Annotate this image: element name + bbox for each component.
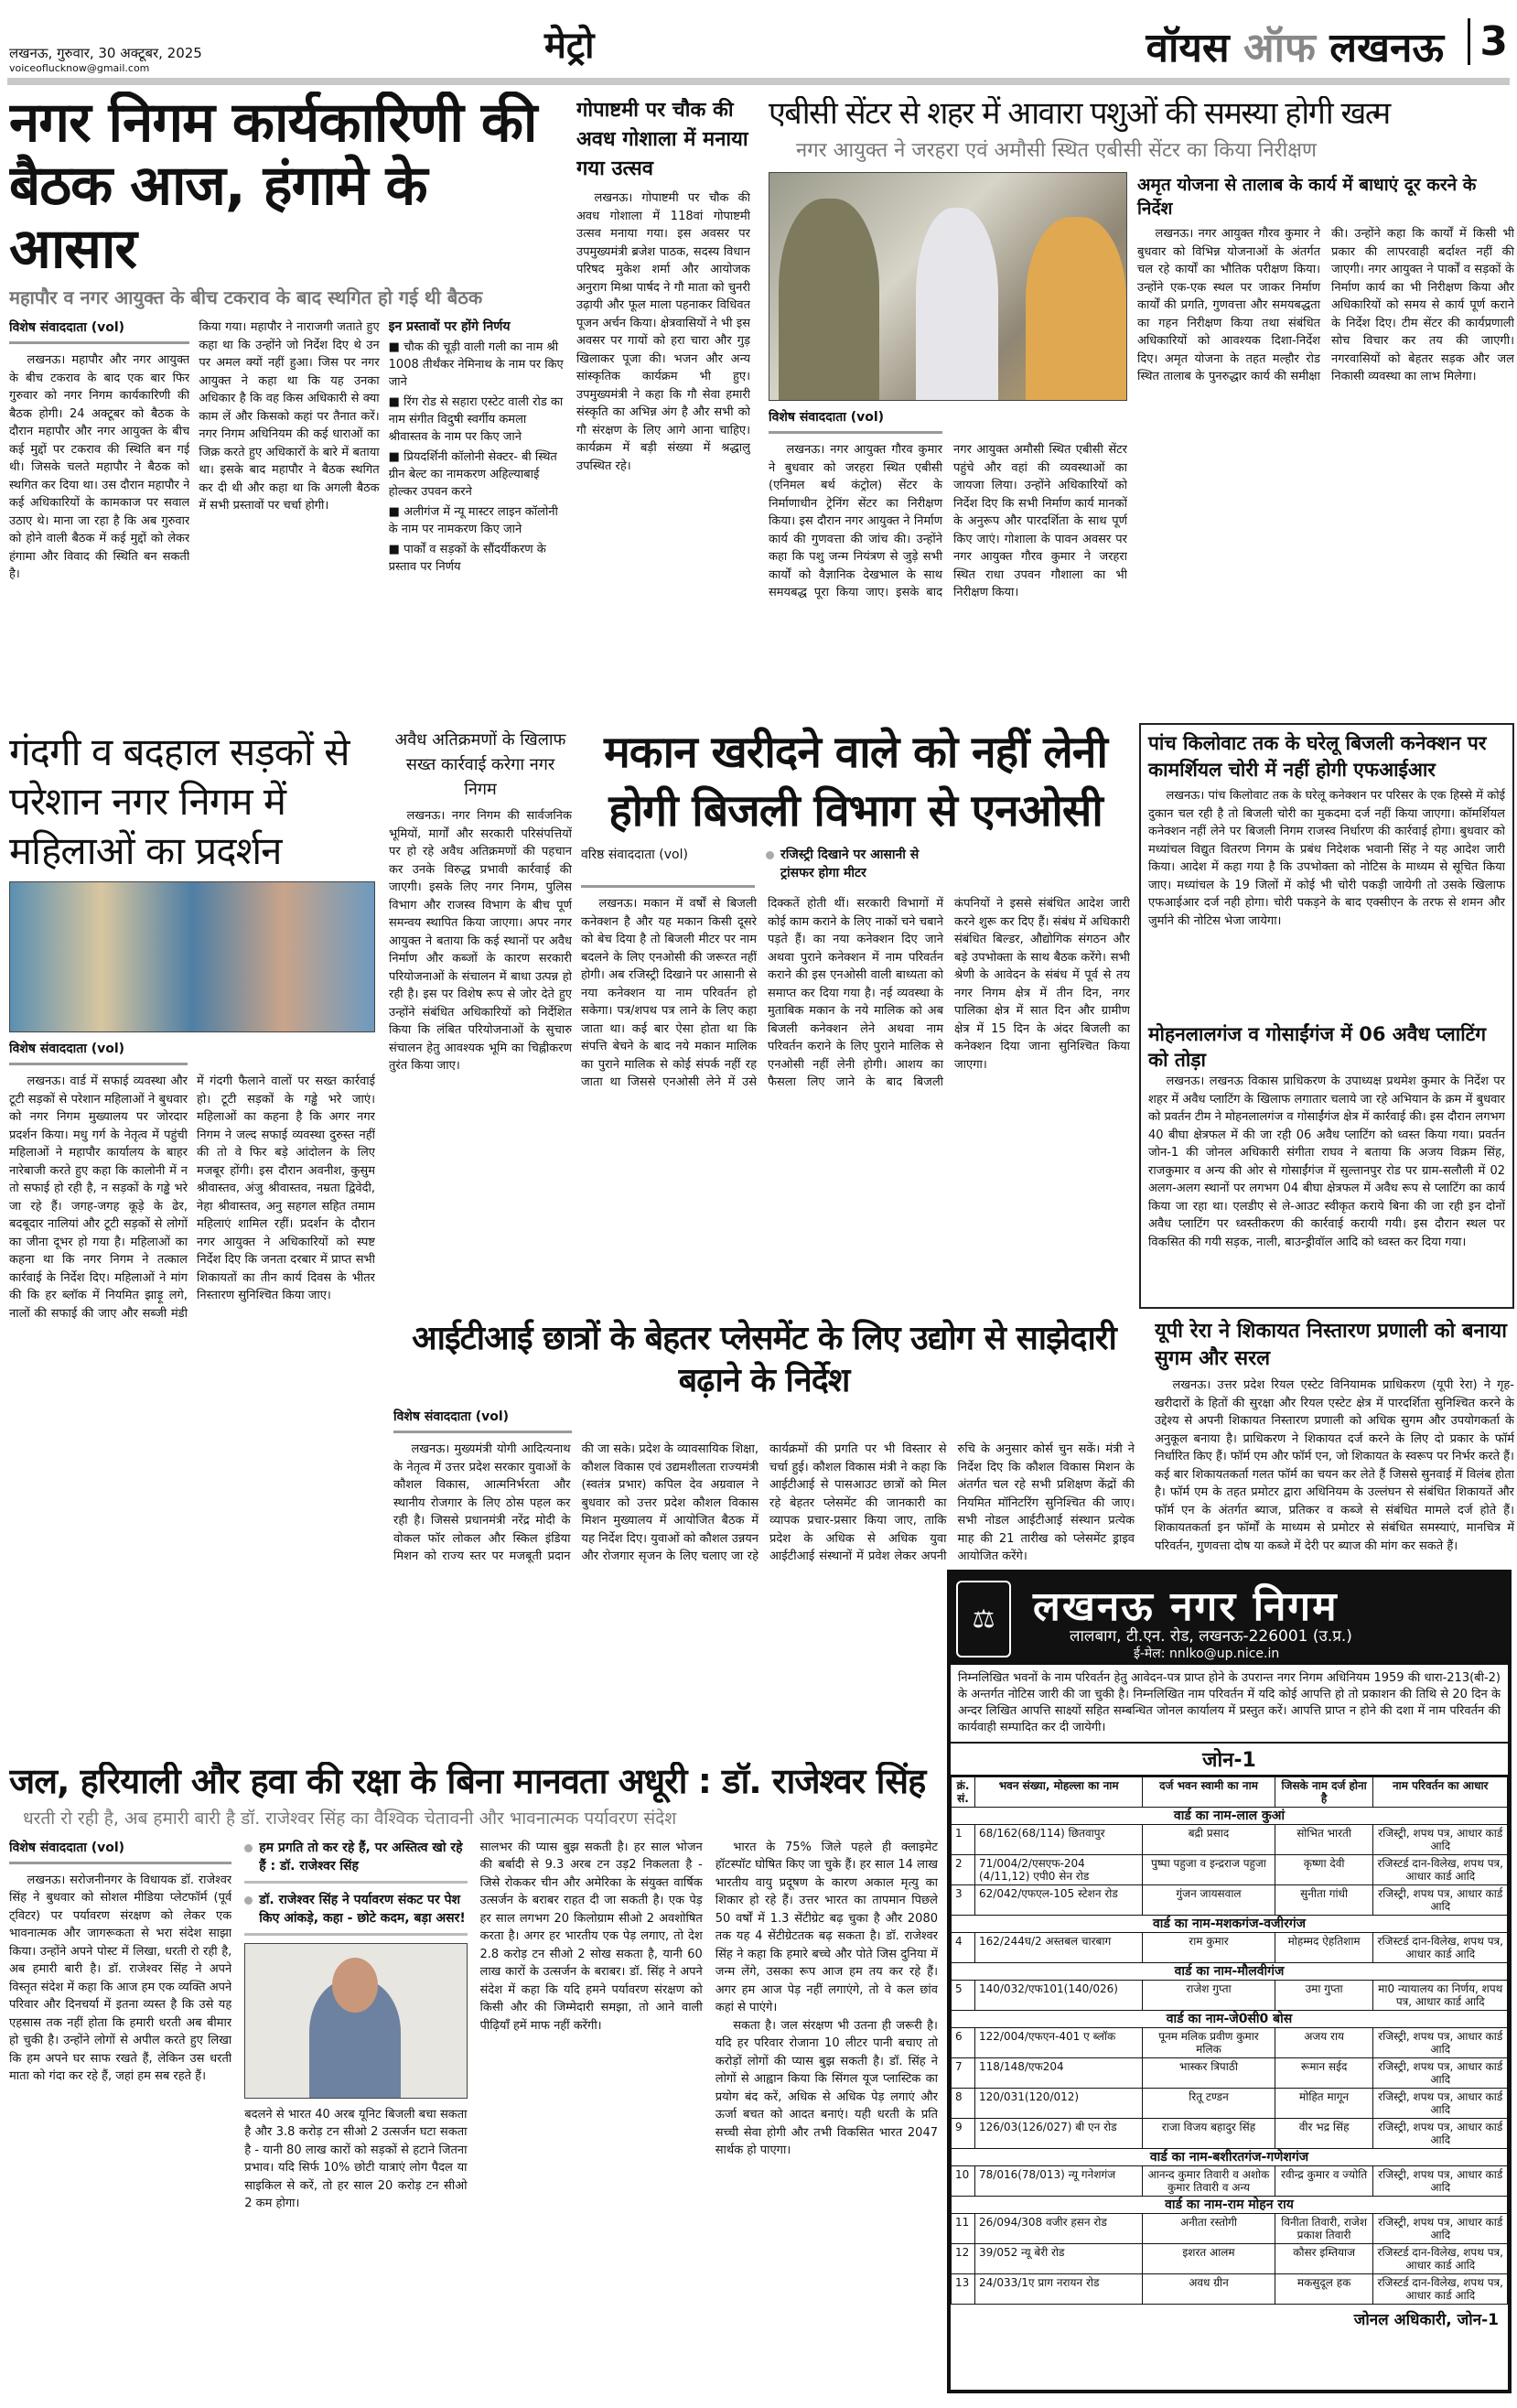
column-header: भवन संख्या, मोहल्ला का नाम xyxy=(975,1777,1143,1808)
article-body xyxy=(1148,1073,1505,1301)
table-cell: 24/033/1ए प्राग नरायन रोड xyxy=(975,2274,1143,2305)
masthead-word: वॉयस xyxy=(1146,25,1230,71)
table-row xyxy=(952,2089,1508,2119)
table-cell: पुष्पा पहुजा व इन्द्रराज पहुजा xyxy=(1143,1855,1275,1885)
table-cell: वीर भद्र सिंह xyxy=(1275,2119,1373,2149)
proposal-item: ■ पार्कों व सड़कों के सौंदर्यीकरण के प्रस्ताव पर निर्णय xyxy=(388,543,546,574)
table-cell: 71/004/2/एसएफ-204 (4/11,12) एपी0 सेन रोड xyxy=(975,1855,1143,1885)
table-cell: इशरत आलम xyxy=(1143,2244,1275,2274)
masthead-word: लखनऊ xyxy=(1329,25,1444,71)
subhead-abc-center: नगर आयुक्त ने जरहरा एवं अमौसी स्थित एबीसी सेंटर का किया निरीक्षण xyxy=(796,139,1317,163)
table-cell: 126/03(126/027) बी एन रोड xyxy=(975,2119,1143,2149)
table-cell: 122/004/एफएन-401 ए ब्लॉक xyxy=(975,2028,1143,2058)
table-cell: मकसुदूल हक xyxy=(1275,2274,1373,2305)
table-cell: 10 xyxy=(952,2166,975,2197)
table-cell: सुनीता गांधी xyxy=(1275,1885,1373,1916)
paragraph: लखनऊ। पांच किलोवाट तक के घरेलू कनेक्शन पर परिसर के एक हिस्से में कोई दुकान चल रही है तो बिजली चोरी का मुकदमा दर्ज नहीं किया जाएगा। कॉमर्शियल कनेक्शन नहीं लेने पर बिजली निगम राजस्व निर्धारण की कार्रवाई होगा। बुधवार को मध्यांचल विद्युत वितरण निगम के प्रबंध निदेशक भवानी सिंह ने यह आदेश जारी किया। आदेश में कहा गया है कि उपभोक्ता को नोटिस के माध्यम से सूचित किया जाए। मध्यांचल के 19 जिलों में कोई भी चोरी पकड़ी जायेगी तो उसके खिलाफ एफआईआर दर्ज नही होगा। चोरी पकड़ने के बाद एक्सीएन के तरफ से शमन और जुर्माने की नोटिस भेजा जायेगा। xyxy=(1148,789,1505,928)
notice-title: लखनऊ नगर निगम xyxy=(1033,1583,1339,1630)
ward-row xyxy=(952,1808,1508,1825)
table-cell: उमा गुप्ता xyxy=(1275,1981,1373,2011)
table-cell: 39/052 न्यू बेरी रोड xyxy=(975,2244,1143,2274)
article-body xyxy=(199,319,379,714)
table-cell: 5 xyxy=(952,1981,975,2011)
proposals-title: इन प्रस्तावों पर होंगे निर्णय xyxy=(388,319,511,334)
notice-signature: जोनल अधिकारी, जोन-1 xyxy=(1353,2311,1499,2329)
table-cell: मोहम्मद ऐहतिशाम xyxy=(1275,1933,1373,1963)
table-row xyxy=(952,1885,1508,1916)
headline-abc-center: एबीसी सेंटर से शहर में आवारा पशुओं की समस्या होगी खत्म xyxy=(769,96,1390,132)
contact-email: voiceoflucknow@gmail.com xyxy=(9,62,150,74)
paragraph: लखनऊ। महापौर और नगर आयुक्त के बीच टकराव के बाद एक बार फिर गुरुवार को नगर निगम कार्यकारिणी की बैठक होगी। 24 अक्टूबर को बैठक के दौरान महापौर और नगर आयुक्त के बीच कई मुद्दों पर टकराव की स्थिति बन गई थी। जिसके चलते महापौर ने बैठक को स्थगित कर दिया था। उस दौरान महापौर ने कई अधिकारियों के कामकाज पर सवाल उठाए थे। माना जा रहा है कि अब गुरुवार को होने वाली बैठक में कई मुद्दों को लेकर हंगामा और विवाद की स्थिति बन सकती है। xyxy=(9,353,190,581)
paragraph: लखनऊ। लखनऊ विकास प्राधिकरण के उपाध्यक्ष प्रथमेश कुमार के निर्देश पर शहर में अवैध प्लाटिंग के खिलाफ लगातार चलाये जा रहे अभियान के क्रम में बुधवार को प्रवर्तन टीम ने मोहनलालगंज व गोसाईंगंज क्षेत्र में कार्रवाई की। इस दौरान लगभग 40 बीघा क्षेत्रफल में की जा रही 06 अवैध प्लाटिंग को ध्वस्त किया गया। प्रवर्तन जोन-1 की जोनल अधिकारी संगीता राघव ने बताया कि अजय विक्रम सिंह, राजकुमार व अन्य की ओर से गोसाईंगंज में सुल्तानपुर रोड पर ग्राम-सलौली में 02 अलग-अलग स्थानों पर लगभग 04 बीघा क्षेत्रफल में अवैध रूप से प्लाटिंग का कार्य किया जा रहा था। एलडीए से ले-आउट स्वीकृत कराये बिना की जा रही इन दोनों अवैध प्लाटिंग पर ध्वस्तीकरण की कार्रवाई करायी गयी। इस दौरान स्थल पर विकसित की गयी सड़क, नाली, बाउन्ड्रीवॉल आदि को ध्वस्त कर दिया गया। xyxy=(1148,1074,1505,1249)
ward-name: वार्ड का नाम-मशकगंज-वजीरगंज xyxy=(952,1916,1508,1933)
ward-name: वार्ड का नाम-राम मोहन राय xyxy=(952,2197,1508,2214)
paragraph: बदलने से भारत 40 अरब यूनिट बिजली बचा सकता है और 3.8 करोड़ टन सीओ 2 उत्सर्जन घटा सकता है - यानी 80 लाख कारों को सड़कों से हटाने जितना प्रभाव। यदि सिर्फ 10% छोटी यात्राएं लोग पैदल या साइकिल से करें, तो हर साल 20 करोड़ टन सीओ 2 कम होगा। xyxy=(244,2107,468,2211)
notice-text: निम्नलिखित भवनों के नाम परिवर्तन हेतु आवेदन-पत्र प्राप्त होने के उपरान्त नगर निगम अधिनियम 1959 की धारा-213(बी-2) के अन्तर्गत नोटिस जारी की जा चुकी है। निम्नलिखित नाम परिवर्तन में यदि कोई आपत्ति हो तो प्रकाशन की तिथि से 20 दिन के अन्दर लिखित आपत्ति साक्ष्यों सहित सम्बन्धित जोनल कार्यालय में प्रस्तुत करें। आपत्ति प्राप्त न होने की दशा में नाम परिवर्तन की कार्यवाही सम्पादित कर दी जायेगी। xyxy=(951,1665,1508,1744)
paragraph: लखनऊ। मुख्यमंत्री योगी आदित्यनाथ के नेतृत्व में उत्तर प्रदेश सरकार युवाओं के कौशल विकास, आत्मनिर्भरता और स्थानीय रोजगार के लिए ठोस पहल कर रही है। जिससे प्रधानमंत्री नरेंद्र मोदी के वोकल फॉर लोकल और स्किल इंडिया मिशन को राज्य स्तर पर मजबूती प्रदान की जा सके। प्रदेश के व्यावसायिक शिक्षा, कौशल विकास एवं उद्यमशीलता राज्यमंत्री (स्वतंत्र प्रभार) कपिल देव अग्रवाल ने बुधवार को उत्तर प्रदेश कौशल विकास मिशन मुख्यालय में आयोजित बैठक में यह निर्देश दिए। युवाओं को कौशल उन्नयन और रोजगार सृजन के लिए चलाए जा रहे कार्यक्रमों की प्रगति पर भी विस्तार से चर्चा हुई। कौशल विकास मंत्री ने कहा कि आईटीआई से पासआउट छात्रों को मिल रहे बेहतर प्लेसमेंट की जानकारी का व्यापक प्रचार-प्रसार किया जाए, ताकि प्रदेश के अधिक से अधिक युवा आईटीआई संस्थानों में प्रवेश लेकर अपनी रुचि के अनुसार कोर्स चुन सकें। मंत्री ने निर्देश दिए कि कौशल विकास मिशन के अंतर्गत चल रहे सभी प्रशिक्षण केंद्रों की नियमित मॉनिटरिंग सुनिश्चित की जाए। सभी नोडल आईटीआई संस्थान प्रत्येक माह की 21 तारीख को प्लेसमेंट ड्राइव आयोजित करेंगे। xyxy=(393,1442,1135,1563)
headline-up-rera: यूपी रेरा ने शिकायत निस्तारण प्रणाली को बनाया सुगम और सरल xyxy=(1155,1320,1507,1370)
article-up-rera xyxy=(1155,1318,1514,1560)
notice-header xyxy=(951,1573,1508,1665)
ward-name: वार्ड का नाम-मौलवीगंज xyxy=(952,1963,1508,1981)
article-electricity-noc xyxy=(581,723,1130,1309)
table-cell: 13 xyxy=(952,2274,975,2305)
paragraph: लखनऊ। नगर आयुक्त गौरव कुमार ने बुधवार को विभिन्न योजनाओं के अंतर्गत चल रहे कार्यों का भौतिक परीक्षण किया। उन्होंने एक-एक स्थल पर जाकर निर्माण कार्यों की प्रगति, गुणवत्ता और समयबद्धता का गहन निरीक्षण किया तथा संबंधित अधिकारियों को आवश्यक दिशा-निर्देश दिए। अमृत योजना के तहत मल्हौर रोड स्थित तालाब के पुनरुद्धार कार्य की समीक्षा की। उन्होंने कहा कि कार्यों में किसी भी प्रकार की लापरवाही बर्दाश्त नहीं की जाएगी। नगर आयुक्त ने पार्कों व सड़कों के निर्माण कार्य का भी निरीक्षण किया और अधिकारियों को समय से कार्य पूर्ण कराने के निर्देश दिए। टीम सेंटर की कार्यप्रणाली सोच विचार कर तय की जाएगी। नगरवासियों को बेहतर सड़क और जल निकासी व्यवस्था का लाभ मिलेगा। xyxy=(1137,227,1514,384)
table-cell: 1 xyxy=(952,1825,975,1855)
table-cell: रजिस्ट्री, शपथ पत्र, आधार कार्ड आदि xyxy=(1373,2166,1508,2197)
paragraph: किया गया। महापौर ने नाराजगी जताते हुए कहा था कि उन्होंने जो निर्देश दिए थे उन पर अमल क्यों नहीं हुआ। जिस पर नगर आयुक्त ने कहा था कि यह उनका अधिकार है कि वह किस अधिकारी से क्या काम लें और किसको कहां पर तैनात करें। नगर निगम अधिनियम की कई धाराओं का जिक्र करते हुए अधिकारों के बारे में बताया था। इसके बाद महापौर ने बैठक स्थगित कर दी थी और कहा था कि अगली बैठक में सभी प्रस्तावों पर चर्चा होगी। xyxy=(199,320,380,513)
subhead-rajeshwar-singh: धरती रो रही है, अब हमारी बारी है डॉ. राजेश्वर सिंह का वैश्विक चेतावनी और भावनात्मक पर्यावरण संदेश xyxy=(23,1808,677,1829)
table-cell: मा0 न्यायालय का निर्णय, शपथ पत्र, आधार कार्ड आदि xyxy=(1373,1981,1508,2011)
table-cell: बद्री प्रसाद xyxy=(1143,1825,1275,1855)
paragraph: सालभर की प्यास बुझ सकती है। हर साल भोजन की बर्बादी से 9.3 अरब टन उड़2 निकलता है - जिसे रोककर चीन और अमेरिका के संयुक्त वार्षिक उत्सर्जन के बराबर राहत दी जा सकती है। एक पेड़ हर साल लगभग 20 किलोग्राम सीओ 2 अवशोषित करता है। अगर हर भारतीय एक पेड़ लगाए, तो देश 2.8 करोड़ टन सीओ 2 सोख सकता है, यानी 60 लाख कारों के उत्सर्जन के बराबर। डॉ. सिंह ने अपने संदेश में कहा कि यदि हमने पर्यावरण संरक्षण को किसी और की जिम्मेदारी समझा, तो आने वाली पीढ़ियाँ हमें माफ नहीं करेंगी। xyxy=(479,1840,703,2033)
article-karyakarini xyxy=(9,92,569,714)
paragraph: भारत के 75% जिले पहले ही क्लाइमेट हॉटस्पॉट घोषित किए जा चुके हैं। हर साल 14 लाख भारतीय वायु प्रदूषण के कारण अकाल मृत्यु का शिकार हो रहे हैं। उत्तर भारत का तापमान पिछले 50 वर्षों में 1.3 सेंटीग्रेट बढ़ चुका है और 2080 तक यह 4 सेंटीग्रेटतक बढ़ सकता है। डॉ. राजेश्वर सिंह ने कहा कि हमारे बच्चे और पोते जिस दुनिया में जन्म लेंगे, उसका रूप आज हम तय कर रहे हैं। अगर हम आज पेड़ नहीं लगाएंगे, तो वे कल छांव कहां से पाएंगे। xyxy=(715,1840,938,2015)
headline-no-fir: पांच किलोवाट तक के घरेलू बिजली कनेक्शन पर कामर्शियल चोरी में नहीं होगी एफआईआर xyxy=(1148,732,1487,781)
table-cell: 118/148/एफ204 xyxy=(975,2058,1143,2089)
paragraph: लखनऊ। सरोजनीनगर के विधायक डॉ. राजेश्वर सिंह ने बुधवार को सोशल मीडिया प्लेटफॉर्म (पूर्व ट्विटर) पर पर्यावरण संरक्षण को लेकर एक भावनात्मक और जागरूकता से भरा संदेश साझा किया। उन्होंने अपने पोस्ट में लिखा, धरती रो रही है, अब हमारी बारी है। डॉ. राजेश्वर सिंह ने अपने विस्तृत संदेश में कहा कि आज हम एक व्यक्ति अपने परिवार और दिनचर्या में इतना व्यस्त है कि उसे यह एहसास तक नहीं होता कि हमारी धरती अब बीमार हो चुकी है। उन्होंने लोगों से अपील करते हुए लिखा कि हम अपने घर साफ रखते हैं, लेकिन उस धरती माता को गंदा कर रहे हैं, जहां हम सब रहते हैं। xyxy=(9,1873,232,2084)
table-cell: अजय राय xyxy=(1275,2028,1373,2058)
nagar-nigam-notice xyxy=(947,1570,1512,2393)
table-row xyxy=(952,1981,1508,2011)
ward-row xyxy=(952,2011,1508,2028)
table-row xyxy=(952,2214,1508,2244)
headline-rajeshwar-singh: जल, हरियाली और हवा की रक्षा के बिना मानवता अधूरी : डॉ. राजेश्वर सिंह xyxy=(9,1762,926,1801)
highlight-point: रजिस्ट्री दिखाने पर आसानी से ट्रांसफर होगा मीटर xyxy=(766,846,940,888)
table-cell: रूमान सईद xyxy=(1275,2058,1373,2089)
table-cell: रजिस्टर्ड दान-विलेख, शपथ पत्र, आधार कार्ड आदि xyxy=(1373,1855,1508,1885)
table-cell: 162/244घ/2 अस्तबल चारबाग xyxy=(975,1933,1143,1963)
proposals-list xyxy=(389,336,569,714)
header-rule xyxy=(7,78,1510,85)
proposals-box xyxy=(389,319,569,714)
table-cell: कौसर इम्तियाज xyxy=(1275,2244,1373,2274)
page-number: 3 xyxy=(1468,18,1508,65)
zone-title: जोन-1 xyxy=(951,1744,1508,1776)
table-cell: रवीन्द्र कुमार व ज्योति xyxy=(1275,2166,1373,2197)
ward-row xyxy=(952,2149,1508,2166)
pull-quote: हम प्रगति तो कर रहे हैं, पर अस्तित्व खो रहे हैं : डॉ. राजेश्वर सिंह xyxy=(244,1839,467,1884)
table-cell: रजिस्टर्ड दान-विलेख, शपथ पत्र, आधार कार्ड आदि xyxy=(1373,2274,1508,2305)
article-body xyxy=(769,441,1127,714)
emblem-seal-icon: ⚖ xyxy=(956,1581,1011,1658)
table-cell: राजेश गुप्ता xyxy=(1143,1981,1275,2011)
table-row xyxy=(952,1855,1508,1885)
article-body xyxy=(389,807,572,1313)
byline: विशेष संवाददाता (vol) xyxy=(393,1408,572,1433)
table-row xyxy=(952,1825,1508,1855)
paragraph: लखनऊ। उत्तर प्रदेश रियल एस्टेट विनियामक प्राधिकरण (यूपी रेरा) ने गृह-खरीदारों के हितों की सुरक्षा और रियल एस्टेट क्षेत्र में पारदर्शिता सुनिश्चित करने के उद्देश्य से अपनी शिकायत निस्तारण प्रणाली को अधिक सुगम और उपयोगकर्ता के अनुकूल बनाया है। प्राधिकरण ने शिकायत दर्ज करने के लिए दो प्रकार के फॉर्म निर्धारित किए हैं। फॉर्म एम और फॉर्म एन, जो शिकायत के स्वरूप पर निर्भर करते हैं। कई बार शिकायतकर्ता गलत फॉर्म का चयन कर लेते हैं जिससे सुनवाई में विलंब होता है। फॉर्म एम के तहत प्रमोटर द्वारा अधिनियम के उल्लंघन से संबंधित शिकायतें और फॉर्म एन के अंतर्गत ब्याज, प्रतिकर व कब्जे से संबंधित मामले दर्ज होते हैं। शिकायतकर्ता इन फॉर्मों के माध्यम से प्रमोटर से संबंधित समस्याएं, मानचित्र में परिवर्तन, गुणवत्ता दोष या कब्जे में देरी पर ब्याज की मांग कर सकते हैं। xyxy=(1155,1378,1514,1553)
section-title: मेट्रो xyxy=(544,25,595,67)
table-cell: 62/042/एफएल-105 स्टेशन रोड xyxy=(975,1885,1143,1916)
table-cell: 78/016(78/013) न्यू गनेशगंज xyxy=(975,2166,1143,2197)
table-cell: कृष्णा देवी xyxy=(1275,1855,1373,1885)
proposal-item: ■ चौक की चूड़ी वाली गली का नाम श्री 1008 तीर्थंकर नेमिनाथ के नाम पर किए जाने xyxy=(388,340,564,389)
table-cell: पूनम मलिक प्रवीण कुमार मलिक xyxy=(1143,2028,1275,2058)
paragraph: लखनऊ। नगर आयुक्त गौरव कुमार ने बुधवार को जरहरा स्थित एबीसी (एनिमल बर्थ कंट्रोल) सेंटर के निर्माणाधीन ट्रेनिंग सेंटर का निरीक्षण किया। इस दौरान नगर आयुक्त ने निर्माण कार्य की गुणवत्ता की जांच की। उन्होंने कहा कि पशु जन्म नियंत्रण से जुड़े सभी कार्यों को वैज्ञानिक देखभाल के साथ समयबद्ध पूरा किया जाए। इसके बाद नगर आयुक्त अमौसी स्थित एबीसी सेंटर पहुंचे और वहां की व्यवस्थाओं का जायजा लिया। उन्होंने अधिकारियों को निर्देश दिए कि सभी निर्माण कार्य मानकों के अनुरूप और पारदर्शिता के साथ पूर्ण किए जाएं। गोशाला के पावन अवसर पर नगर आयुक्त गौरव कुमार ने जरहरा स्थित राधा उपवन गौशाला का भी निरीक्षण किया। xyxy=(769,443,1127,600)
article-body xyxy=(715,1839,938,2403)
article-body xyxy=(244,2106,467,2403)
ward-row xyxy=(952,2197,1508,2214)
paragraph: लखनऊ। मकान में वर्षों से बिजली कनेक्शन है और यह मकान किसी दूसरे को बेच दिया है तो बिजली मीटर पर नाम बदलने के लिए एनओसी की जरूरत नहीं होगी। अब रजिस्ट्री दिखाने पर आसानी से नया कनेक्शन या नाम परिवर्तन हो सकेगा। पत्र/शपथ पत्र लाने के लिए कहा जाता था। कई बार ऐसा होता था कि संपत्ति बेचने के बाद नये मकान मालिक का पुराने मालिक से कोई संपर्क नहीं रह जाता था जिससे एनओसी लेने में उसे दिक्कतें होती थीं। सरकारी विभागों में कोई काम कराने के लिए नाकों चने चबाने पड़ते हैं। का नया कनेक्शन दिए जाने अथवा पुराने कनेक्शन में नाम परिवर्तन कराने की इस एनओसी वाली बाध्यता को समाप्त कर दिया गया है। नई व्यवस्था के मुताबिक मकान के नये मालिक को अब बिजली कनेक्शन लेने अथवा नाम परिवर्तन कराने के लिए पुराने मालिक से एनओसी नहीं लेनी होगी। आशय का फैसला लिए जाने के बाद बिजली कंपनियों ने इससे संबंधित आदेश जारी करने शुरू कर दिए हैं। संबंध में अधिकारी संबंधित बिल्डर, औद्योगिक संगठन और बड़े उपभोक्ता के साथ बैठक करेंगे। सभी श्रेणी के आवेदन के संबंध में पूर्व से तय नगर निगम क्षेत्र में तीन दिन, नगर पालिका क्षेत्र में सात दिन और ग्रामीण क्षेत्र में 15 दिन के अंदर बिजली का कनेक्शन दिया जाना सुनिश्चित किया जाएगा। xyxy=(581,897,1130,1089)
table-cell: रितू टण्डन xyxy=(1143,2089,1275,2119)
table-cell: रजिस्ट्री, शपथ पत्र, आधार कार्ड आदि xyxy=(1373,2089,1508,2119)
article-abc-center xyxy=(769,96,1514,714)
ward-row xyxy=(952,1963,1508,1981)
table-row xyxy=(952,2166,1508,2197)
article-body xyxy=(9,1872,231,2403)
article-body xyxy=(576,189,750,714)
proposal-item: ■ प्रियदर्शिनी कॉलोनी सेक्टर- बी स्थित ग्रीन बेल्ट का नामकरण अहिल्याबाई होल्कर उपवन करने xyxy=(388,450,557,499)
table-cell: 11 xyxy=(952,2214,975,2244)
byline: विशेष संवाददाता (vol) xyxy=(9,319,189,344)
table-cell: अवध ग्रीन xyxy=(1143,2274,1275,2305)
article-body xyxy=(1137,225,1514,714)
headline-electricity-noc: मकान खरीदने वाले को नहीं लेनी होगी बिजली विभाग से एनओसी xyxy=(604,727,1107,837)
proposal-item: ■ रिंग रोड से सहारा एस्टेट वाली रोड का नाम संगीत विदुषी स्वर्गीय कमला श्रीवास्तव के नाम पर किए जाने xyxy=(388,395,564,444)
byline: विशेष संवाददाता (vol) xyxy=(9,1040,188,1065)
table-cell: 7 xyxy=(952,2058,975,2089)
inspection-photo xyxy=(769,172,1127,401)
table-header xyxy=(952,1777,1508,1808)
issue-date: लखनऊ, गुरुवार, 30 अक्टूबर, 2025 xyxy=(9,45,202,61)
table-cell: रजिस्ट्री, शपथ पत्र, आधार कार्ड आदि xyxy=(1373,2214,1508,2244)
table-cell: मोहित मागून xyxy=(1275,2089,1373,2119)
table-row xyxy=(952,1933,1508,1963)
table-cell: 8 xyxy=(952,2089,975,2119)
ward-row xyxy=(952,1916,1508,1933)
table-cell: 2 xyxy=(952,1855,975,1885)
table-cell: 120/031(120/012) xyxy=(975,2089,1143,2119)
article-body xyxy=(581,895,1130,1309)
table-row xyxy=(952,2058,1508,2089)
masthead xyxy=(1146,18,1444,73)
masthead-word: ऑफ xyxy=(1243,25,1316,71)
table-cell: रजिस्ट्री, शपथ पत्र, आधार कार्ड आदि xyxy=(1373,2028,1508,2058)
table-cell: 140/032/एफ101(140/026) xyxy=(975,1981,1143,2011)
table-cell: 26/094/308 वजीर हसन रोड xyxy=(975,2214,1143,2244)
table-cell: 3 xyxy=(952,1885,975,1916)
article-amrit-yojana xyxy=(1137,172,1514,714)
byline: वरिष्ठ संवाददाता (vol) xyxy=(581,846,755,888)
article-rajeshwar-singh xyxy=(9,1762,938,2403)
headline-women-protest: गंदगी व बदहाल सड़कों से परेशान नगर निगम में महिलाओं का प्रदर्शन xyxy=(9,729,350,873)
table-cell: रजिस्ट्री, शपथ पत्र, आधार कार्ड आदि xyxy=(1373,2058,1508,2089)
byline: विशेष संवाददाता (vol) xyxy=(9,1839,231,1864)
table-cell: विनीता तिवारी, राजेश प्रकाश तिवारी xyxy=(1275,2214,1373,2244)
article-body xyxy=(480,1839,703,2403)
article-gopashtami xyxy=(576,96,750,714)
name-change-table xyxy=(951,1776,1508,2305)
table-cell: 9 xyxy=(952,2119,975,2149)
table-cell: राम कुमार xyxy=(1143,1933,1275,1963)
headline-illegal-plotting: मोहनलालगंज व गोसाईंगंज में 06 अवैध प्लाटिंग को तोड़ा xyxy=(1148,1023,1487,1071)
headline-amrit-yojana: अमृत योजना से तालाब के कार्य में बाधाएं दूर करने के निर्देश xyxy=(1137,175,1477,220)
column-header: नाम परिवर्तन का आधार xyxy=(1373,1777,1508,1808)
headline-gopashtami: गोपाष्टमी पर चौक की अवध गोशाला में मनाया गया उत्सव xyxy=(576,99,748,180)
paragraph: सकता है। जल संरक्षण भी उतना ही जरूरी है। यदि हर परिवार रोजाना 10 लीटर पानी बचाए तो करोड़ों लोगों की प्यास बुझ सकती है। डॉ. सिंह ने लोगों से आह्वान किया कि सिंगल यूज प्लास्टिक का प्रयोग बंद करें, अधिक से अधिक पेड़ लगाएं और ऊर्जा बचत को आदत बनाएं। यही धरती के प्रति सच्ची सेवा होगी और तभी विकसित भारत 2047 सार्थक हो पाएगा। xyxy=(715,2018,938,2158)
article-body xyxy=(1155,1377,1514,1560)
paragraph: लखनऊ। वार्ड में सफाई व्यवस्था और टूटी सड़कों से परेशान महिलाओं ने बुधवार को नगर निगम मुख्यालय पर जोरदार प्रदर्शन किया। मधु गर्ग के नेतृत्व में पहुंची महिलाओं ने महापौर कार्यालय के बाहर नारेबाजी करते हुए कहा कि कालोनी में न तो सफाई हो रही है, न सड़कों के गड्ढे भरे जा रहे हैं। जगह-जगह कूड़े के ढेर, बदबूदार नालियां और टूटी सड़कों से लोगों का जीना दूभर हो गया है। महिलाओं का कहना था कि नगर निगम ने तत्काल कार्रवाई के निर्देश दिए। महिलाओं ने मांग की कि हर ब्लॉक में नियमित झाड़ू लगे, नालों की सफाई की जाए और सब्जी मंडी में गंदगी फैलाने वालों पर सख्त कार्रवाई हो। टूटी सड़कों के गड्ढे भरे जाएं। महिलाओं का कहना है कि अगर नगर निगम ने जल्द सफाई व्यवस्था दुरुस्त नहीं की तो वे फिर बड़े आंदोलन के लिए मजबूर होंगी। इस दौरान अवनीश, कुसुम श्रीवास्तव, अंजु श्रीवास्तव, नम्रता द्विवेदी, नेहा श्रीवास्तव, अनु सहगल सहित तमाम महिलाएं शामिल रहीं। प्रदर्शन के दौरान नगर आयुक्त ने अधिकारियों को स्पष्ट निर्देश दिए कि जनता दरबार में प्राप्त सभी शिकायतों का तीन कार्य दिवस के भीतर निस्तारण सुनिश्चित किया जाए। xyxy=(9,1074,375,1321)
table-row xyxy=(952,2244,1508,2274)
column-header: क्रं. सं. xyxy=(952,1777,975,1808)
headline-encroachment: अवैध अतिक्रमणों के खिलाफ सख्त कार्रवाई करेगा नगर निगम xyxy=(394,730,566,799)
table-cell: 4 xyxy=(952,1933,975,1963)
column-header: दर्ज भवन स्वामी का नाम xyxy=(1143,1777,1275,1808)
headline-iti-placement: आईटीआई छात्रों के बेहतर प्लेसमेंट के लिए उद्योग से साझेदारी बढ़ाने के निर्देश xyxy=(412,1320,1116,1399)
news-box xyxy=(1139,723,1514,1309)
table-cell: रजिस्ट्री, शपथ पत्र, आधार कार्ड आदि xyxy=(1373,1825,1508,1855)
proposal-item: ■ अलीगंज में न्यू मास्टर लाइन कॉलोनी के नाम पर नामकरण किए जाने xyxy=(388,505,558,536)
article-encroachment xyxy=(389,728,572,1313)
table-cell: राजा विजय बहादुर सिंह xyxy=(1143,2119,1275,2149)
table-cell: अनीता रस्तोगी xyxy=(1143,2214,1275,2244)
pull-quotes xyxy=(244,1839,467,2403)
table-cell: रजिस्ट्री, शपथ पत्र, आधार कार्ड आदि xyxy=(1373,2119,1508,2149)
table-row xyxy=(952,2028,1508,2058)
rajeshwar-singh-photo xyxy=(244,1943,467,2099)
table-cell: 12 xyxy=(952,2244,975,2274)
ward-name: वार्ड का नाम-जे0सी0 बोस xyxy=(952,2011,1508,2028)
table-row xyxy=(952,2274,1508,2305)
column-header: जिसके नाम दर्ज होना है xyxy=(1275,1777,1373,1808)
protest-photo xyxy=(9,881,375,1032)
table-cell: रजिस्ट्री, शपथ पत्र, आधार कार्ड आदि xyxy=(1373,1885,1508,1916)
ward-name: वार्ड का नाम-बशीरतगंज-गणेशगंज xyxy=(952,2149,1508,2166)
table-cell: रजिस्टर्ड दान-विलेख, शपथ पत्र, आधार कार्ड आदि xyxy=(1373,1933,1508,1963)
table-cell: गुंजन जायसवाल xyxy=(1143,1885,1275,1916)
paragraph: लखनऊ। नगर निगम की सार्वजनिक भूमियों, मार्गों और सरकारी परिसंपत्तियों पर हो रहे अवैध अतिक्रमणों की पहचान कर उनके विरुद्ध प्रभावी कार्रवाई की जाएगी। इसके लिए नगर निगम, पुलिस विभाग और राजस्व विभाग के बीच पूर्ण समन्वय स्थापित किया जाएगा। अपर नगर आयुक्त ने बताया कि कई स्थानों पर अवैध निर्माण और कब्जों के कारण सरकारी परियोजनाओं के संचालन में बाधा उत्पन्न हो रही है। इस पर विशेष रूप से जोर देते हुए उन्होंने संबंधित अधिकारियों को निर्देशित किया कि लंबित परियोजनाओं के सुचारु संचालन हेतु आवश्यक भूमि का चिह्नीकरण तुरंत किया जाए। xyxy=(389,809,572,1073)
article-body xyxy=(1148,787,1505,1016)
table-cell: 68/162(68/114) छितवापुर xyxy=(975,1825,1143,1855)
article-women-protest xyxy=(9,728,375,1712)
ward-name: वार्ड का नाम-लाल कुआं xyxy=(952,1808,1508,1825)
paragraph: लखनऊ। गोपाष्टमी पर चौक की अवध गोशाला में 118वां गोपाष्टमी उत्सव मनाया गया। इस अवसर पर उपमुख्यमंत्री ब्रजेश पाठक, सदस्य विधान परिषद मुकेश शर्मा और आयोजक अनुराग मिश्रा पार्षद ने गौ माता को चुनरी उढ़ायी और फूल माला पहनाकर विधिवत पूजन अर्चन किया। क्षेत्रवासियों ने भी इस अवसर पर गायों को हरा चारा और गुड़ खिलाकर पूजा की। भजन और अन्य सांस्कृतिक कार्यक्रम भी हुए। उपमुख्यमंत्री ने कहा कि गौ सेवा हमारी संस्कृति का अभिन्न अंग है और सभी को गौ संरक्षण के लिए आगे आना चाहिए। कार्यक्रम में बड़ी संख्या में श्रद्धालु उपस्थित रहे। xyxy=(576,191,750,473)
notice-address: लालबाग, टी.एन. रोड, लखनऊ-226001 (उ.प्र.) xyxy=(1070,1627,1352,1646)
table-cell: भास्कर त्रिपाठी xyxy=(1143,2058,1275,2089)
table-row xyxy=(952,2119,1508,2149)
subhead-karyakarini: महापौर व नगर आयुक्त के बीच टकराव के बाद स्थगित हो गई थी बैठक xyxy=(9,286,483,308)
table-cell: सोभित भारती xyxy=(1275,1825,1373,1855)
article-body xyxy=(9,351,189,714)
table-cell: रजिस्टर्ड दान-विलेख, शपथ पत्र, आधार कार्ड आदि xyxy=(1373,2244,1508,2274)
article-body xyxy=(9,1073,375,1712)
table-cell: 6 xyxy=(952,2028,975,2058)
notice-email: ई-मेल: nnlko@up.nice.in xyxy=(1134,1647,1280,1661)
headline-karyakarini: नगर निगम कार्यकारिणी की बैठक आज, हंगामे के आसार xyxy=(9,92,537,281)
byline: विशेष संवाददाता (vol) xyxy=(769,408,942,434)
pull-quote: डॉ. राजेश्वर सिंह ने पर्यावरण संकट पर पेश किए आंकड़े, कहा - छोटे कदम, बड़ा असर! xyxy=(244,1891,467,1936)
table-cell: आनन्द कुमार तिवारी व अशोक कुमार तिवारी व अन्य xyxy=(1143,2166,1275,2197)
